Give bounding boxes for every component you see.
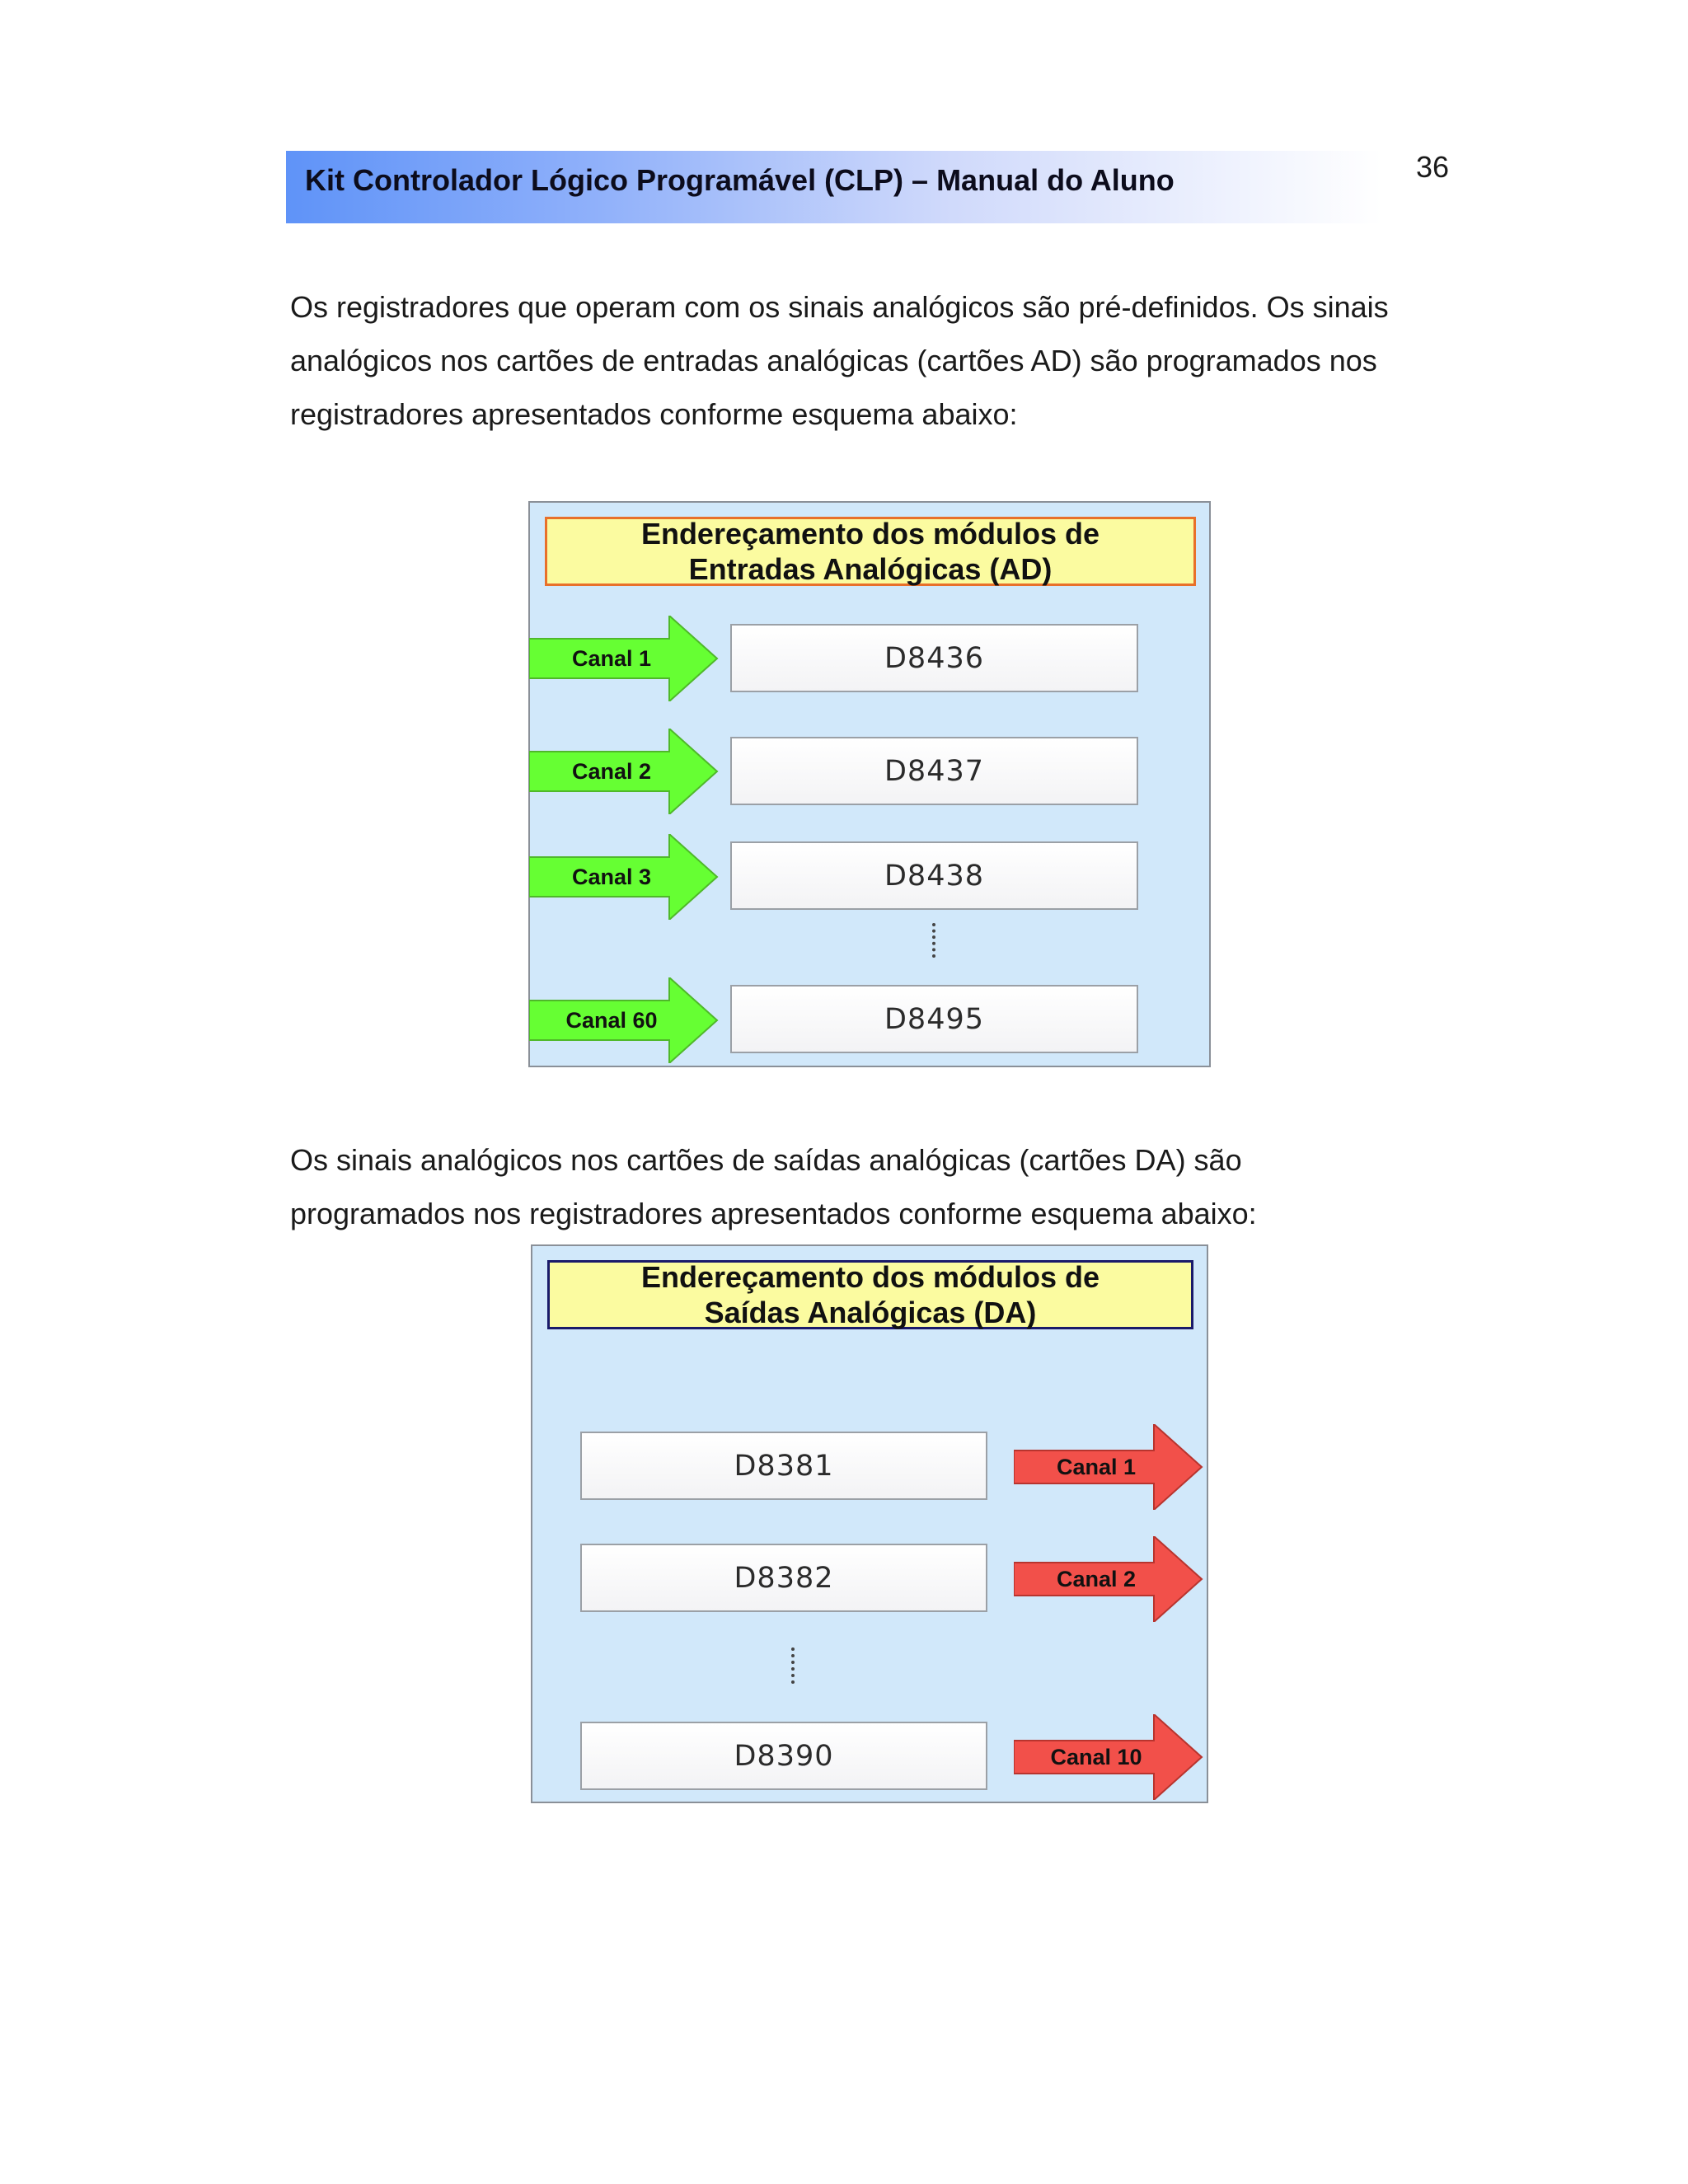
paragraph-line: registradores apresentados conforme esquema abaixo: — [290, 397, 1018, 431]
register-box: D8438 — [730, 841, 1138, 910]
paragraph-line: Os registradores que operam com os sinais analógicos são pré-definidos. Os sinais — [290, 290, 1389, 324]
diagram-title — [545, 517, 1196, 586]
analog-output-diagram — [531, 1244, 1208, 1803]
channel-arrow-right-icon — [1014, 1536, 1203, 1622]
intro-paragraph — [290, 280, 1389, 441]
channel-label: Canal 60 — [565, 1007, 658, 1033]
paragraph-line: programados nos registradores apresentados conforme esquema abaixo: — [290, 1197, 1257, 1230]
register-box: D8436 — [730, 624, 1138, 692]
channel-label: Canal 10 — [1050, 1744, 1142, 1769]
channel-label: Canal 2 — [1056, 1566, 1137, 1591]
channel-label: Canal 3 — [571, 864, 652, 889]
diagram-title-line: Saídas Analógicas (DA) — [704, 1296, 1037, 1329]
channel-label: Canal 1 — [571, 645, 652, 671]
page-number: 36 — [1416, 150, 1450, 184]
register-box: D8382 — [580, 1544, 987, 1612]
channel-arrow-right-icon — [529, 616, 719, 701]
output-paragraph — [290, 1133, 1257, 1240]
ellipsis-dots — [932, 923, 935, 958]
diagram-title-line: Endereçamento dos módulos de — [640, 1260, 1100, 1294]
paragraph-line: Os sinais analógicos nos cartões de saídas analógicas (cartões DA) são — [290, 1143, 1242, 1177]
register-box: D8495 — [730, 985, 1138, 1053]
diagram-title-line: Entradas Analógicas (AD) — [688, 552, 1053, 586]
paragraph-line: analógicos nos cartões de entradas analógicas (cartões AD) são programados nos — [290, 344, 1377, 377]
diagram-title — [547, 1260, 1193, 1329]
header-title: Kit Controlador Lógico Programável (CLP) – Manual do Aluno — [305, 163, 1175, 197]
channel-arrow-right-icon — [1014, 1714, 1203, 1800]
diagram-title-line: Endereçamento dos módulos de — [640, 517, 1100, 551]
channel-arrow-right-icon — [1014, 1424, 1203, 1510]
channel-label: Canal 2 — [571, 758, 652, 784]
register-box: D8437 — [730, 737, 1138, 805]
channel-label: Canal 1 — [1056, 1454, 1137, 1479]
register-box: D8381 — [580, 1432, 987, 1500]
analog-input-diagram — [528, 501, 1211, 1067]
ellipsis-dots — [791, 1647, 795, 1684]
register-box: D8390 — [580, 1722, 987, 1790]
channel-arrow-right-icon — [529, 977, 719, 1063]
channel-arrow-right-icon — [529, 729, 719, 814]
channel-arrow-right-icon — [529, 834, 719, 920]
